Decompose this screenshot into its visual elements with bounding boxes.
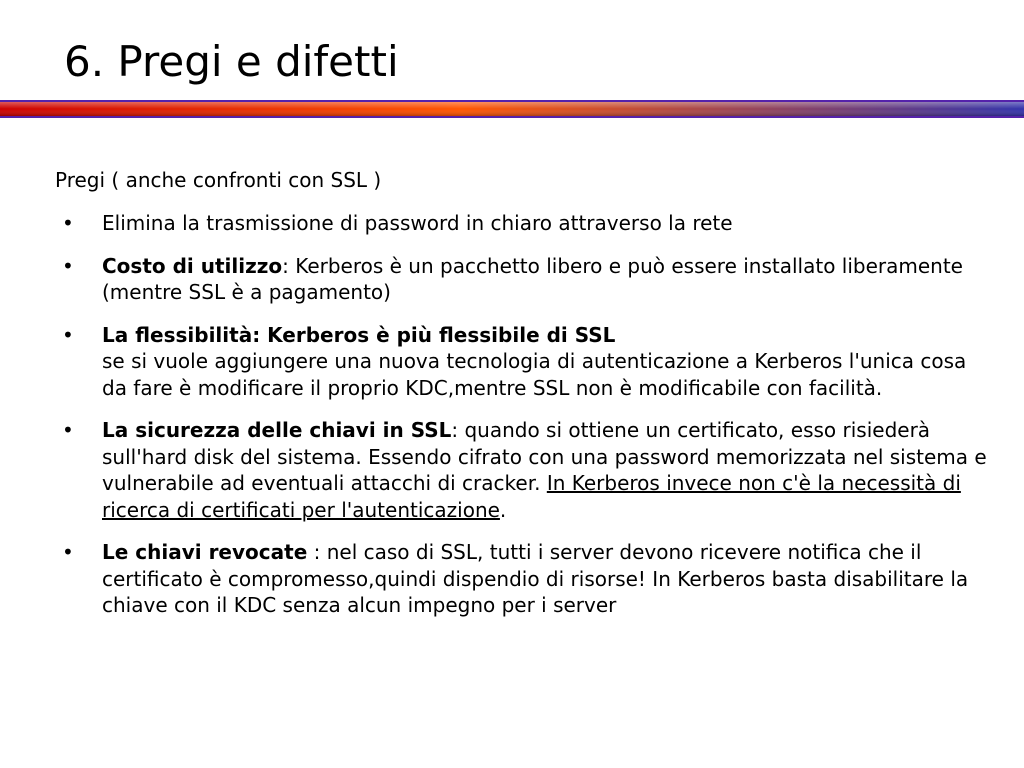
slide-title: 6. Pregi e difetti — [64, 37, 399, 86]
bullet-marker: • — [62, 211, 74, 235]
intro-heading: Pregi ( anche confronti con SSL ) — [55, 168, 382, 192]
bullet-text: : nel caso di SSL, tutti i server devono ricevere notifica che il certificato è compromesso,quindi dispendio di risorse! In Kerberos basta disabilitare la chiave con il KDC senza alcun impegno per i server — [102, 540, 969, 617]
underlined-text: In Kerberos invece non c'è la necessità di ricerca di certificati per l'autenticazione — [102, 471, 961, 522]
bullet-text: Elimina la trasmissione di password in chiaro attraverso la rete — [102, 211, 733, 235]
title-divider — [0, 99, 1024, 119]
bullet-item — [62, 210, 992, 237]
bullet-text: : quando si ottiene un certificato, esso risiederà sull'hard disk del sistema. Essendo cifrato con una password memorizzata nel sistema e vulnerabile ad eventuali attacchi di cracker. — [102, 418, 987, 495]
bullet-list — [62, 210, 992, 635]
bullet-marker: • — [62, 418, 74, 442]
bullet-text: se si vuole aggiungere una nuova tecnologia di autenticazione a Kerberos l'unica cosa da fare è modificare il proprio KDC,mentre SSL non è modificabile con facilità. — [102, 349, 967, 400]
bullet-tail: . — [499, 497, 507, 522]
bullet-item — [62, 539, 992, 619]
bullet-bold-lead: Costo di utilizzo — [102, 253, 283, 278]
bullet-item — [62, 253, 992, 306]
bullet-bold-lead: La flessibilità: Kerberos è più flessibile di SSL — [102, 322, 616, 347]
bullet-text: : Kerberos è un pacchetto libero e può essere installato liberamente (mentre SSL è a pagamento) — [102, 253, 963, 304]
bullet-marker: • — [62, 322, 74, 347]
bullet-bold-lead: La sicurezza delle chiavi in SSL — [102, 418, 452, 442]
bullet-item — [62, 322, 992, 402]
bullet-bold-lead: Le chiavi revocate — [102, 540, 308, 564]
bullet-marker: • — [62, 253, 74, 278]
bullet-marker: • — [62, 540, 74, 564]
bullet-item — [62, 417, 992, 523]
